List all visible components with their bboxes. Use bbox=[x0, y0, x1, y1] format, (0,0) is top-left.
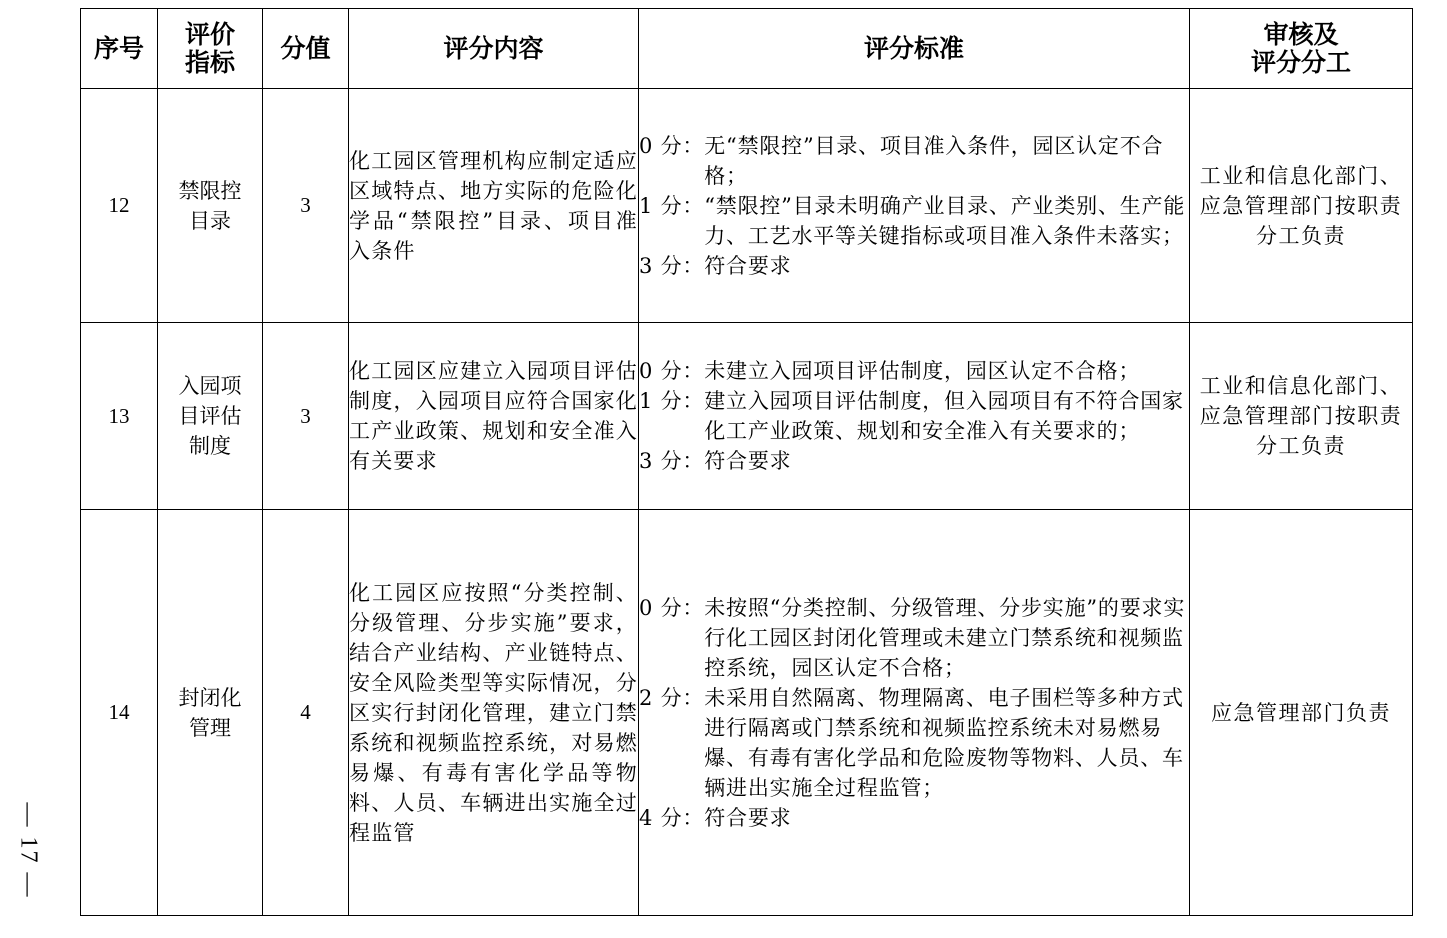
row-criteria bbox=[639, 323, 1190, 510]
criteria-item bbox=[639, 356, 1189, 386]
criteria-item bbox=[639, 191, 1189, 251]
criteria-score: 3 分： bbox=[639, 253, 705, 278]
criteria-score: 0 分： bbox=[639, 595, 705, 620]
row-responsible: 应急管理部门负责 bbox=[1190, 510, 1413, 916]
row-score: 3 bbox=[263, 323, 349, 510]
criteria-item bbox=[639, 386, 1189, 446]
table-row bbox=[81, 323, 1413, 510]
row-criteria bbox=[639, 89, 1190, 323]
header-indicator-line2: 指标 bbox=[184, 47, 235, 77]
criteria-score: 2 分： bbox=[639, 685, 705, 710]
row-indicator-line: 禁限控 bbox=[178, 178, 242, 203]
header-content: 评分内容 bbox=[349, 9, 639, 89]
criteria-item bbox=[639, 131, 1189, 191]
row-criteria bbox=[639, 510, 1190, 916]
row-score: 4 bbox=[263, 510, 349, 916]
header-row bbox=[81, 9, 1413, 89]
criteria-item bbox=[639, 803, 1189, 833]
criteria-score: 1 分： bbox=[639, 389, 705, 413]
row-seq: 13 bbox=[81, 323, 158, 510]
criteria-score: 3 分： bbox=[639, 449, 705, 473]
row-content: 化工园区应建立入园项目评估制度，入园项目应符合国家化工产业政策、规划和安全准入有关要求 bbox=[349, 323, 639, 510]
row-indicator bbox=[158, 89, 263, 323]
page-number bbox=[8, 785, 48, 915]
header-seq: 序号 bbox=[81, 9, 158, 89]
row-indicator-line: 制度 bbox=[189, 434, 231, 458]
criteria-score: 4 分： bbox=[639, 805, 705, 830]
criteria-score: 0 分： bbox=[639, 133, 705, 158]
row-indicator-line: 入园项 bbox=[178, 374, 242, 398]
row-content: 化工园区应按照“分类控制、分级管理、分步实施”要求，结合产业结构、产业链特点、安全风险类型等实际情况，分区实行封闭化管理，建立门禁系统和视频监控系统，对易燃易爆、有毒有害化学品等物料、人员、车辆进出实施全过程监管 bbox=[349, 510, 639, 916]
row-responsible: 工业和信息化部门、应急管理部门按职责分工负责 bbox=[1190, 323, 1413, 510]
criteria-text: 未采用自然隔离、物理隔离、电子围栏等多种方式进行隔离或门禁系统和视频监控系统未对易燃易爆、有毒有害化学品和危险废物等物料、人员、车辆进出实施全过程监管； bbox=[704, 685, 1184, 800]
row-indicator-line: 目录 bbox=[189, 208, 231, 233]
row-indicator-line: 目评估 bbox=[178, 404, 242, 428]
table-row bbox=[81, 510, 1413, 916]
criteria-text: 符合要求 bbox=[704, 253, 792, 278]
row-indicator-line: 管理 bbox=[189, 715, 231, 740]
criteria-score: 1 分： bbox=[639, 193, 705, 218]
row-score: 3 bbox=[263, 89, 349, 323]
header-review-line2: 评分分工 bbox=[1250, 47, 1351, 77]
criteria-item bbox=[639, 251, 1189, 281]
criteria-text: 符合要求 bbox=[704, 805, 792, 830]
criteria-item bbox=[639, 446, 1189, 476]
criteria-text: 未建立入园项目评估制度，园区认定不合格； bbox=[704, 359, 1141, 383]
criteria-text: 无“禁限控”目录、项目准入条件，园区认定不合格； bbox=[704, 133, 1164, 188]
table-row bbox=[81, 89, 1413, 323]
header-review bbox=[1190, 9, 1413, 89]
row-indicator bbox=[158, 323, 263, 510]
row-responsible: 工业和信息化部门、应急管理部门按职责分工负责 bbox=[1190, 89, 1413, 323]
row-indicator bbox=[158, 510, 263, 916]
row-seq: 14 bbox=[81, 510, 158, 916]
criteria-text: 未按照“分类控制、分级管理、分步实施”的要求实行化工园区封闭化管理或未建立门禁系统和视频监控系统，园区认定不合格； bbox=[704, 595, 1186, 680]
criteria-item bbox=[639, 683, 1189, 803]
criteria-item bbox=[639, 593, 1189, 683]
criteria-score: 0 分： bbox=[639, 359, 705, 383]
scoring-table bbox=[80, 8, 1413, 916]
header-review-line1: 审核及 bbox=[1263, 19, 1339, 49]
criteria-text: 符合要求 bbox=[704, 449, 792, 473]
header-score: 分值 bbox=[263, 9, 349, 89]
header-criteria: 评分标准 bbox=[639, 9, 1190, 89]
page-number-text: — 17 — bbox=[15, 802, 42, 898]
row-seq: 12 bbox=[81, 89, 158, 323]
criteria-text: 建立入园项目评估制度，但入园项目有不符合国家化工产业政策、规划和安全准入有关要求的； bbox=[704, 389, 1184, 443]
header-indicator bbox=[158, 9, 263, 89]
criteria-text: “禁限控”目录未明确产业目录、产业类别、生产能力、工艺水平等关键指标或项目准入条件未落实； bbox=[704, 193, 1186, 248]
row-indicator-line: 封闭化 bbox=[178, 685, 242, 710]
row-content: 化工园区管理机构应制定适应区域特点、地方实际的危险化学品“禁限控”目录、项目准入条件 bbox=[349, 89, 639, 323]
header-indicator-line1: 评价 bbox=[184, 19, 235, 49]
